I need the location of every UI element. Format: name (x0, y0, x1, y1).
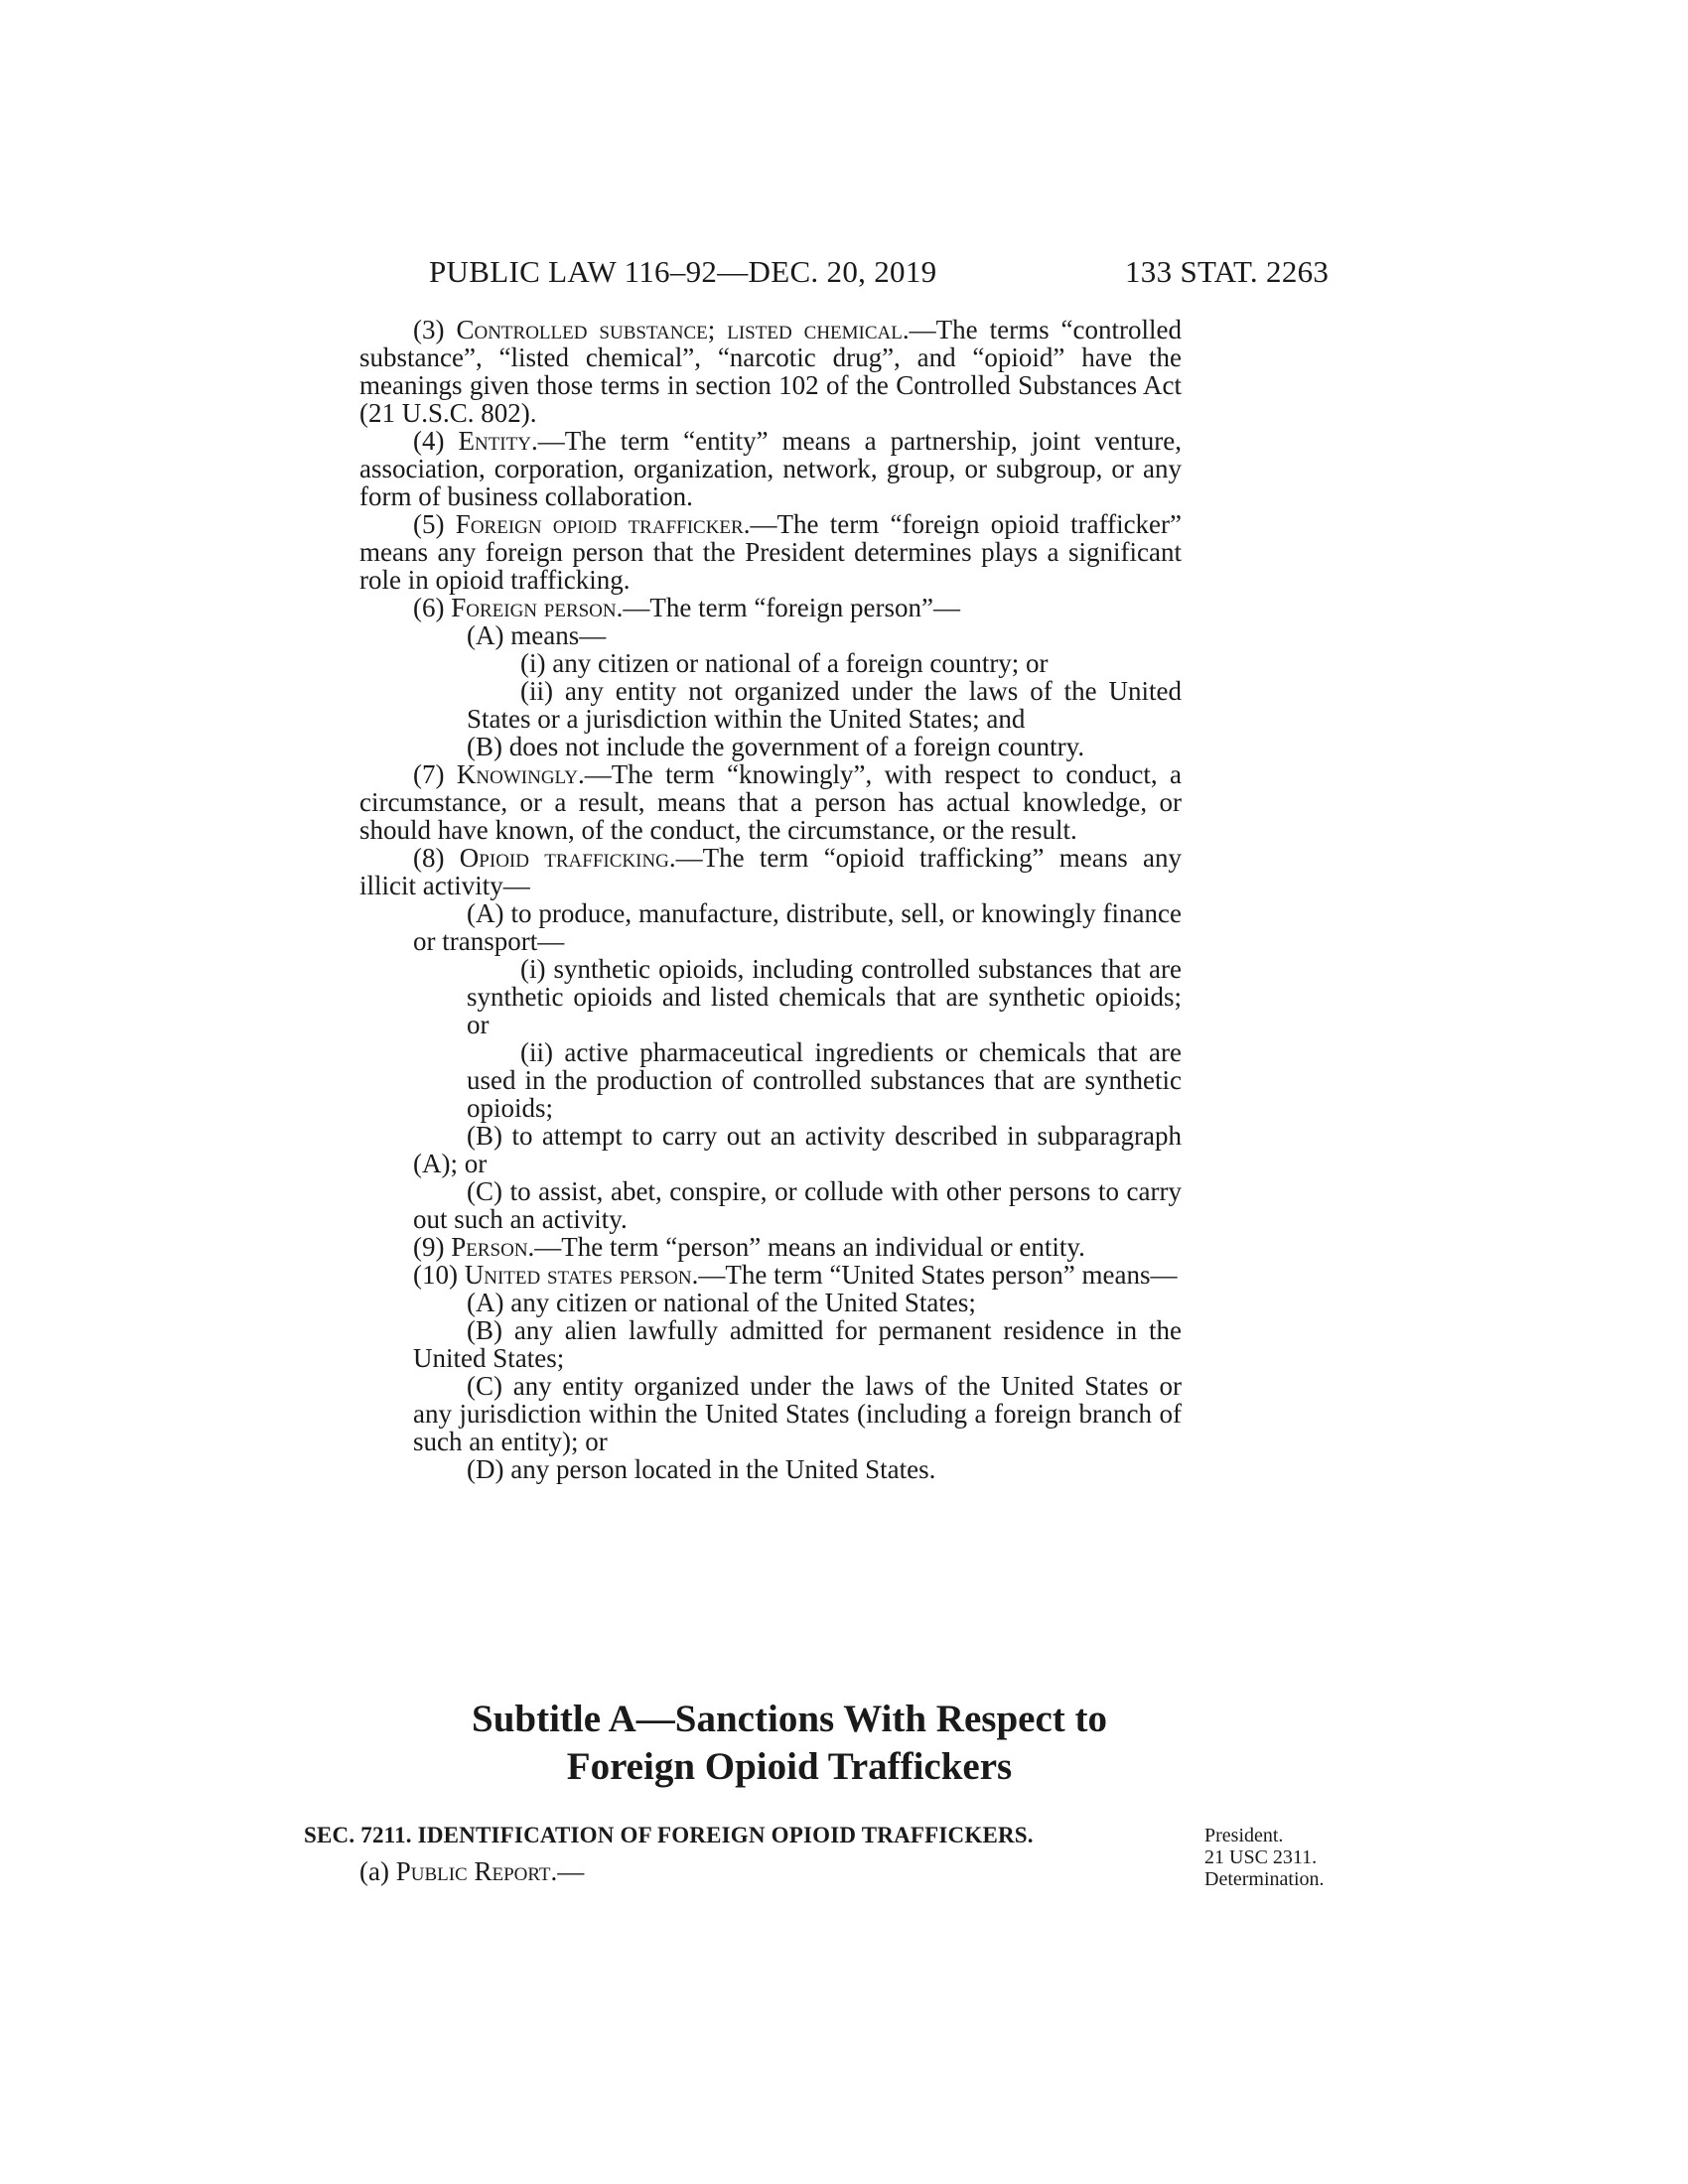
paragraph (359, 510, 1182, 594)
paragraph-text: (D) any person located in the United States. (467, 1454, 936, 1484)
paragraph-text: (A) to produce, manufacture, distribute, sell, or knowingly finance or transport— (413, 898, 1182, 956)
paragraph (359, 316, 1182, 427)
paragraph-text: (C) to assist, abet, conspire, or collude with other persons to carry out such an activity. (413, 1176, 1182, 1234)
paragraph-heading: Entity. (458, 426, 538, 456)
paragraph-text: —The term “entity” means a partnership, joint venture, association, corporation, organization, network, group, or subgroup, or any form of business collaboration. (359, 426, 1183, 511)
paragraph-heading: Foreign person. (451, 593, 624, 622)
paragraph (359, 677, 1182, 733)
paragraph (359, 1289, 1182, 1316)
subsection-a (359, 1856, 584, 1887)
paragraph-number: (8) (413, 843, 460, 873)
paragraph (359, 1261, 1182, 1289)
paragraph-heading: Opioid trafficking. (459, 843, 676, 873)
paragraph-text: —The term “foreign person”— (623, 593, 960, 622)
paragraph-heading: United states person. (464, 1260, 699, 1290)
margin-note: President. (1204, 1825, 1284, 1846)
subsection-a-dash: — (557, 1856, 585, 1886)
paragraph-text: (B) to attempt to carry out an activity described in subparagraph (A); or (413, 1121, 1182, 1178)
paragraph (359, 1122, 1182, 1177)
paragraph (359, 649, 1182, 677)
paragraph-heading: Knowingly. (456, 759, 585, 789)
margin-note: 21 USC 2311. (1204, 1846, 1318, 1868)
subtitle-line-2: Foreign Opioid Traffickers (566, 1745, 1013, 1788)
paragraph (359, 427, 1182, 510)
paragraph-heading: Controlled substance; listed chemical. (456, 315, 910, 344)
subsection-a-number: (a) (359, 1856, 396, 1886)
paragraph-number: (5) (413, 509, 456, 539)
paragraph (359, 1316, 1182, 1372)
paragraph-text: (B) does not include the government of a foreign country. (467, 732, 1085, 761)
paragraph-number: (4) (413, 426, 459, 456)
paragraph-text: (A) means— (467, 620, 607, 650)
paragraph (359, 899, 1182, 955)
paragraph (359, 621, 1182, 649)
paragraph-text: (ii) active pharmaceutical ingredients or chemicals that are used in the production of controlled substances that are synthetic opioids; (467, 1037, 1182, 1123)
paragraph-text: —The terms “controlled substance”, “listed chemical”, “narcotic drug”, and “opioid” have the meanings given those terms in section 102 of the Controlled Substances Act (21 U.S.C. 802). (359, 315, 1183, 428)
paragraph-heading: Person. (451, 1232, 535, 1262)
paragraph-text: —The term “knowingly”, with respect to conduct, a circumstance, or a result, means that a person has actual knowledge, or should have known, of the conduct, the circumstance, or the result. (359, 759, 1182, 845)
margin-notes (1204, 1825, 1325, 1890)
paragraph (359, 844, 1182, 899)
definitions-body (359, 316, 1182, 1483)
subtitle-heading (298, 1696, 1281, 1791)
paragraph-text: (A) any citizen or national of the United States; (467, 1288, 976, 1317)
paragraph-text: (C) any entity organized under the laws of the United States or any jurisdiction within the United States (including a foreign branch of such an entity); or (413, 1371, 1182, 1456)
paragraph-text: —The term “United States person” means— (698, 1260, 1178, 1290)
paragraph-number: (10) (413, 1260, 465, 1290)
paragraph-text: (ii) any entity not organized under the laws of the United States or a jurisdiction within the United States; and (467, 676, 1182, 734)
paragraph (359, 1038, 1182, 1122)
paragraph-number: (7) (413, 759, 457, 789)
paragraph (359, 594, 1182, 621)
paragraph (359, 1372, 1182, 1455)
paragraph (359, 733, 1182, 760)
paragraph-number: (6) (413, 593, 452, 622)
paragraph (359, 955, 1182, 1038)
paragraph (359, 1177, 1182, 1233)
paragraph-text: (B) any alien lawfully admitted for permanent residence in the United States; (413, 1315, 1182, 1373)
subtitle-line-1: Subtitle A—Sanctions With Respect to (472, 1698, 1107, 1740)
running-header-title: PUBLIC LAW 116–92—DEC. 20, 2019 (429, 254, 937, 289)
paragraph-number: (9) (413, 1232, 452, 1262)
paragraph-text: (i) any citizen or national of a foreign country; or (520, 648, 1049, 678)
paragraph-number: (3) (413, 315, 457, 344)
running-header-stat-page: 133 STAT. 2263 (1125, 254, 1330, 289)
paragraph (359, 1455, 1182, 1483)
subsection-a-heading: Public Report. (395, 1856, 558, 1886)
paragraph-text: —The term “opioid trafficking” means any illicit activity— (359, 843, 1183, 900)
section-heading: SEC. 7211. IDENTIFICATION OF FOREIGN OPIOID TRAFFICKERS. (304, 1823, 1034, 1847)
paragraph-heading: Foreign opioid trafficker. (455, 509, 751, 539)
paragraph (359, 760, 1182, 844)
paragraph-text: —The term “person” means an individual or entity. (534, 1232, 1085, 1262)
paragraph-text: —The term “foreign opioid trafficker” means any foreign person that the President determines plays a significant role in opioid trafficking. (359, 509, 1183, 595)
paragraph (359, 1233, 1182, 1261)
margin-note: Determination. (1204, 1868, 1325, 1890)
paragraph-text: (i) synthetic opioids, including controlled substances that are synthetic opioids and listed chemicals that are synthetic opioids; or (467, 954, 1182, 1039)
